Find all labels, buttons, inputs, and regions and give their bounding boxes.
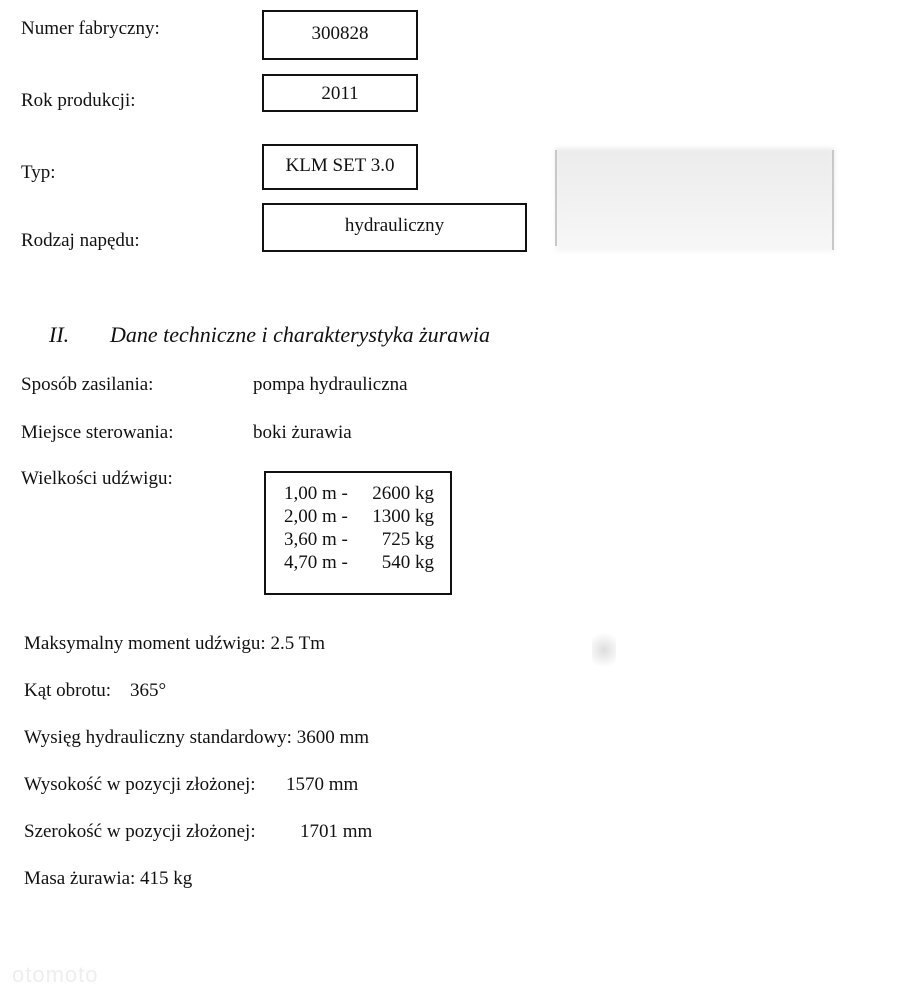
folded-width-value: 1701 mm <box>300 821 373 842</box>
drive-type-value: hydrauliczny <box>344 215 445 236</box>
redacted-area <box>555 148 835 252</box>
redacted-area-left-edge <box>555 150 557 246</box>
max-lifting-moment: Maksymalny moment udźwigu: 2.5 Tm <box>24 633 325 654</box>
rotation-angle-label: Kąt obrotu: <box>24 680 112 701</box>
power-supply-label: Sposób zasilania: <box>21 374 154 395</box>
capacity-load: 2600 kg <box>372 483 434 504</box>
serial-number-value: 300828 <box>311 23 369 44</box>
drive-type-box <box>262 203 527 252</box>
lifting-capacity-table <box>264 471 452 595</box>
production-year-label: Rok produkcji: <box>21 90 136 111</box>
section-number: II. <box>49 322 70 347</box>
control-location-value: boki żurawia <box>253 422 352 443</box>
capacity-load: 1300 kg <box>372 506 434 527</box>
watermark: otomoto <box>12 962 99 987</box>
type-box <box>262 144 418 190</box>
production-year-value: 2011 <box>321 83 359 104</box>
crane-mass: Masa żurawia: 415 kg <box>24 868 193 889</box>
capacity-reach: 1,00 m - <box>284 483 348 504</box>
lifting-capacity-label: Wielkości udźwigu: <box>21 468 173 489</box>
hydraulic-outreach: Wysięg hydrauliczny standardowy: 3600 mm <box>24 727 370 748</box>
production-year-box <box>262 74 418 112</box>
section-title: Dane techniczne i charakterystyka żurawia <box>110 322 491 347</box>
scan-speckle <box>592 628 616 672</box>
capacity-load: 725 kg <box>381 529 434 550</box>
control-location-label: Miejsce sterowania: <box>21 422 174 443</box>
folded-width-label: Szerokość w pozycji złożonej: <box>24 821 256 842</box>
folded-height-label: Wysokość w pozycji złożonej: <box>24 774 256 795</box>
capacity-load: 540 kg <box>381 552 434 573</box>
redacted-area-right-edge <box>832 150 834 250</box>
capacity-reach: 2,00 m - <box>284 506 348 527</box>
rotation-angle-value: 365° <box>130 680 167 701</box>
capacity-reach: 3,60 m - <box>284 529 348 550</box>
type-value: KLM SET 3.0 <box>285 155 395 176</box>
serial-number-box <box>262 10 418 60</box>
power-supply-value: pompa hydrauliczna <box>253 374 408 395</box>
type-label: Typ: <box>21 162 56 183</box>
serial-number-label: Numer fabryczny: <box>21 18 160 39</box>
folded-height-value: 1570 mm <box>286 774 359 795</box>
drive-type-label: Rodzaj napędu: <box>21 230 140 251</box>
capacity-reach: 4,70 m - <box>284 552 348 573</box>
